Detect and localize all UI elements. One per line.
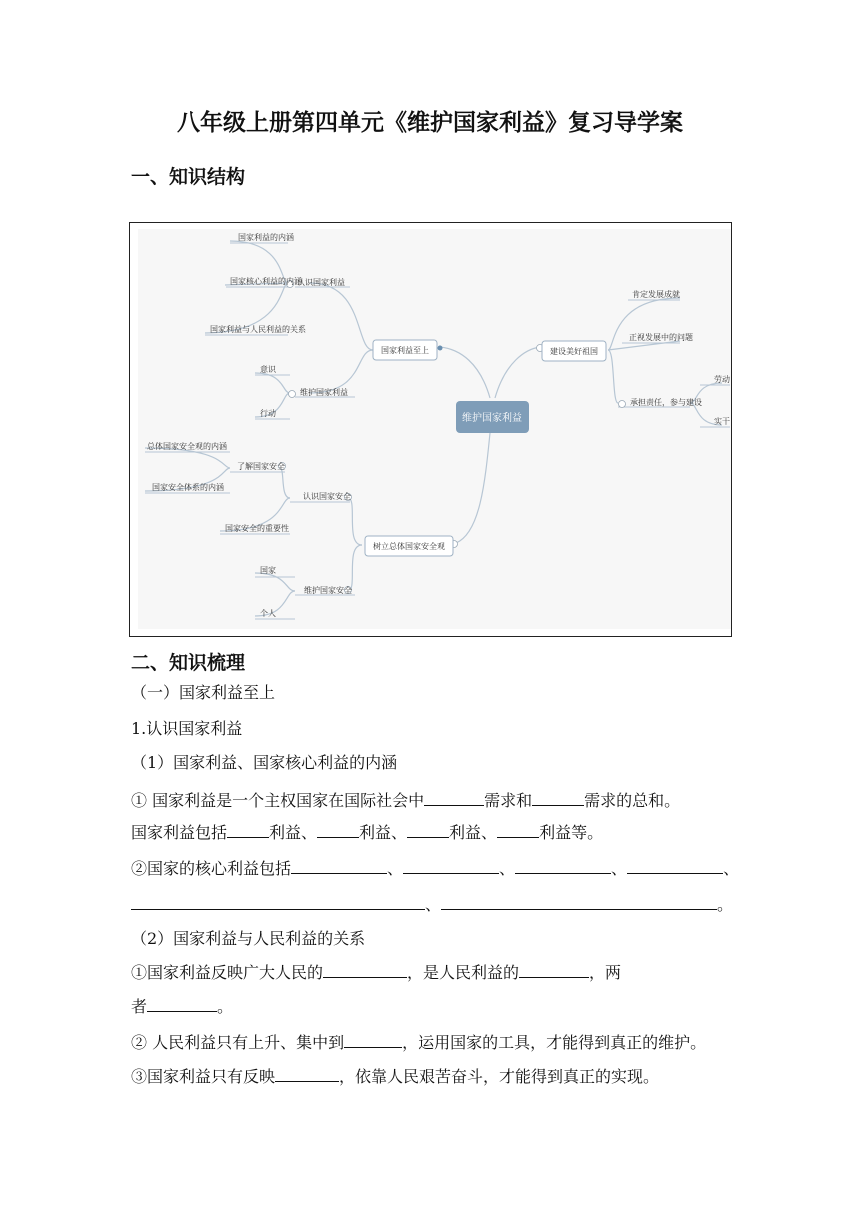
node-responsibility: 承担责任，参与建设 [630,398,702,407]
mind-map [129,222,732,637]
question-1: （1）国家利益、国家核心利益的内涵 [131,753,398,772]
leaf-security-importance: 国家安全的重要性 [225,524,289,533]
fill-line-7: ② 人民利益只有上升、集中到 ，运用国家的工具，才能得到真正的维护。 [131,1033,707,1052]
blank[interactable] [532,790,584,806]
mind-map-center: 维护国家利益 [462,413,522,424]
fill-line-1: ① 国家利益是一个主权国家在国际社会中 需求和 需求的总和。 [131,791,681,810]
node-know-security: 认识国家安全 [303,492,351,501]
node-safeguard-security: 维护国家安全 [304,586,352,595]
fill-line-6: 者 。 [131,997,234,1016]
blank[interactable] [275,1066,339,1082]
leaf-hard-work: 实干 [714,417,730,426]
node-understand-security: 了解国家安全 [237,462,285,471]
mind-map-canvas [130,223,731,636]
blank[interactable] [515,858,611,874]
blank[interactable] [227,822,269,838]
blank[interactable] [441,894,717,910]
leaf-awareness: 意识 [260,365,276,374]
branch-build-motherland: 建设美好祖国 [550,347,598,356]
fill-line-5: ①国家利益反映广大人民的 ，是人民利益的 ，两 [131,963,622,982]
fill-line-2: 国家利益包括 利益、 利益、 利益、 利益等。 [131,823,604,842]
leaf-action: 行动 [260,409,276,418]
node-know-national-interest: 认识国家利益 [297,278,345,287]
blank[interactable] [131,894,425,910]
blank[interactable] [344,1032,402,1048]
blank[interactable] [147,996,217,1012]
section-heading-review: 二、知识梳理 [131,652,246,674]
node-safeguard-interest: 维护国家利益 [300,388,348,397]
leaf-problems: 正视发展中的问题 [629,333,693,342]
section-heading-structure: 一、知识结构 [131,166,246,188]
blank[interactable] [497,822,539,838]
leaf-security-view-meaning: 总体国家安全观的内涵 [147,442,227,451]
leaf-security-system-meaning: 国家安全体系的内涵 [152,483,224,492]
blank[interactable] [519,962,589,978]
item-heading: 1.认识国家利益 [131,719,243,738]
fill-line-8: ③国家利益只有反映 ，依靠人民艰苦奋斗，才能得到真正的实现。 [131,1067,660,1086]
subheading-interest-first: （一）国家利益至上 [131,683,276,702]
leaf-labor: 劳动 [714,375,730,384]
blank[interactable] [291,858,387,874]
fill-line-3: ②国家的核心利益包括 、 、 、 、 [131,859,740,878]
leaf-individual: 个人 [260,609,276,618]
fill-line-4: 、 。 [131,894,733,916]
leaf-state: 国家 [260,566,276,575]
blank[interactable] [323,962,407,978]
blank[interactable] [424,790,484,806]
leaf-interest-meaning: 国家利益的内涵 [238,233,294,242]
blank[interactable] [407,822,449,838]
blank[interactable] [317,822,359,838]
branch-security-view: 树立总体国家安全观 [373,542,445,551]
question-2: （2）国家利益与人民利益的关系 [131,929,366,948]
leaf-achievements: 肯定发展成就 [632,290,680,299]
blank[interactable] [627,858,723,874]
page-title: 八年级上册第四单元《维护国家利益》复习导学案 [177,110,683,136]
leaf-core-interest-meaning: 国家核心利益的内涵 [230,277,302,286]
leaf-interest-relation: 国家利益与人民利益的关系 [210,325,306,334]
branch-national-interest-first: 国家利益至上 [381,346,429,355]
blank[interactable] [403,858,499,874]
